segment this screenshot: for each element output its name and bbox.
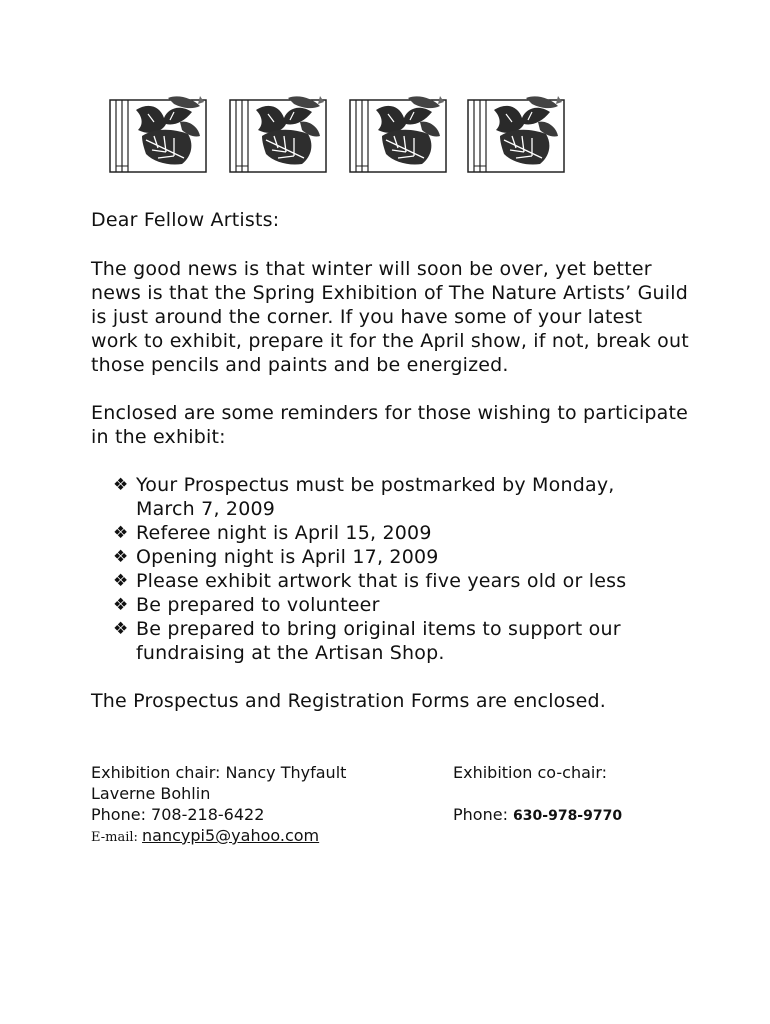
list-item-text: Referee night is April 15, 2009 [136, 522, 432, 544]
body-paragraph-intro: The good news is that winter will soon be over, yet better news is that the Spring Exhibition of The Nature Artists’ Guild is just around the corner. If you have some of your latest work to exhibit, prepare it for the April show, if not, break out those pencils and paints and be energized. [91, 258, 689, 376]
list-item [113, 521, 673, 545]
email-link[interactable]: nancypi5@yahoo.com [142, 826, 320, 845]
list-item [113, 473, 673, 521]
list-item [113, 617, 673, 665]
cochair-phone-number: 630-978-9770 [513, 808, 623, 824]
exhibition-cochair: Exhibition co-chair: [453, 763, 608, 782]
email-label: E-mail: [91, 830, 143, 845]
header-ornaments [90, 92, 580, 182]
list-item [113, 545, 673, 569]
salutation: Dear Fellow Artists: [91, 209, 280, 231]
list-item [113, 569, 673, 593]
leaf-ornament-icon [228, 92, 338, 176]
chair-email [91, 825, 319, 848]
list-item-text: Be prepared to bring original items to support our fundraising at the Artisan Shop. [136, 618, 621, 664]
list-item-text: Please exhibit artwork that is five years old or less [136, 570, 627, 592]
leaf-ornament-icon [108, 92, 218, 176]
list-item-text: Opening night is April 17, 2009 [136, 546, 439, 568]
diamond-bullet-icon: ❖ [113, 595, 129, 615]
diamond-bullet-icon: ❖ [113, 619, 129, 639]
cochair-phone-label: Phone: [453, 805, 514, 824]
list-item-text: Be prepared to volunteer [136, 594, 380, 616]
diamond-bullet-icon: ❖ [113, 523, 129, 543]
cochair-name: Laverne Bohlin [91, 784, 211, 803]
leaf-ornament-icon [466, 92, 576, 176]
body-paragraph-reminders: Enclosed are some reminders for those wishing to participate in the exhibit: [91, 402, 689, 448]
list-item-text: Your Prospectus must be postmarked by Monday, March 7, 2009 [136, 474, 615, 520]
diamond-bullet-icon: ❖ [113, 475, 129, 495]
diamond-bullet-icon: ❖ [113, 571, 129, 591]
closing-line: The Prospectus and Registration Forms are enclosed. [91, 690, 606, 712]
reminder-list [113, 473, 673, 665]
cochair-phone [453, 804, 622, 827]
diamond-bullet-icon: ❖ [113, 547, 129, 567]
leaf-ornament-icon [348, 92, 458, 176]
exhibition-chair: Exhibition chair: Nancy Thyfault [91, 763, 347, 782]
list-item [113, 593, 673, 617]
chair-phone: Phone: 708-218-6422 [91, 805, 265, 824]
